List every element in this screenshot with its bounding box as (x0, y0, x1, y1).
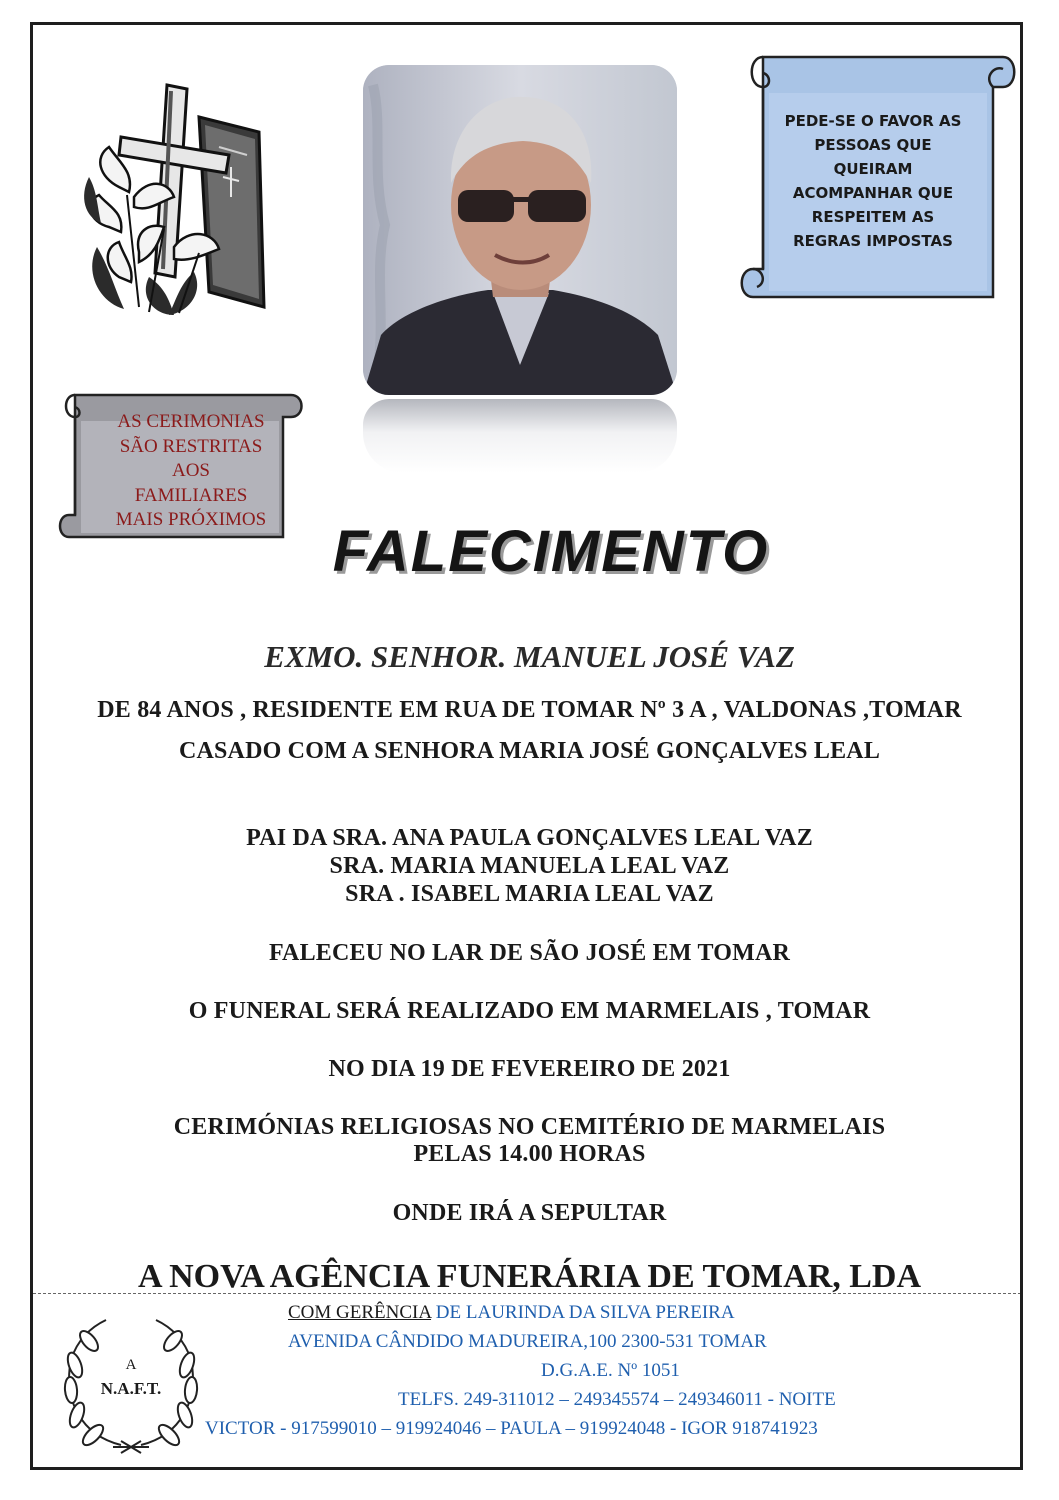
left-scroll-line: SÃO RESTRITAS (119, 435, 263, 457)
agency-phones: TELFS. 249-311012 – 249345574 – 249346011 - NOITE (398, 1389, 836, 1410)
management-name: DE LAURINDA DA SILVA PEREIRA (431, 1302, 735, 1323)
left-scroll-notice (91, 410, 291, 533)
spouse-line: CASADO COM A SENHORA MARIA JOSÉ GONÇALVES LEAL (178, 738, 881, 764)
management-label: COM GERÊNCIA (288, 1302, 432, 1323)
portrait-reflection (363, 399, 677, 473)
ceremony-time-line: PELAS 14.00 HORAS (413, 1141, 646, 1167)
right-scroll-line: ACOMPANHAR QUE (792, 184, 954, 202)
burial-line: ONDE IRÁ A SEPULTAR (392, 1200, 667, 1226)
left-scroll-line: MAIS PRÓXIMOS (115, 509, 267, 530)
right-scroll-line: QUEIRAM (833, 160, 913, 178)
management-line (288, 1302, 735, 1324)
left-scroll-line: AS CERIMONIAS (117, 411, 265, 432)
children-line: SRA . ISABEL MARIA LEAL VAZ (345, 881, 714, 907)
night-contacts: VICTOR - 917599010 – 919924046 – PAULA – 919924048 - IGOR 918741923 (205, 1418, 818, 1439)
death-place-line: FALECEU NO LAR DE SÃO JOSÉ EM TOMAR (268, 940, 791, 966)
portrait-figure (363, 65, 677, 395)
logo-initials: N.A.F.T. (100, 1379, 162, 1398)
agency-address: AVENIDA CÂNDIDO MADUREIRA,100 2300-531 TOMAR (288, 1331, 767, 1352)
right-scroll-line: PEDE-SE O FAVOR AS (784, 112, 962, 130)
left-scroll-line: AOS (171, 460, 210, 481)
deceased-name: EXMO. SENHOR. MANUEL JOSÉ VAZ (264, 639, 795, 674)
agency-logo (51, 1305, 211, 1465)
children-line: SRA. MARIA MANUELA LEAL VAZ (329, 853, 730, 879)
right-scroll-line: REGRAS IMPOSTAS (793, 232, 953, 250)
funeral-date-line: NO DIA 19 DE FEVEREIRO DE 2021 (328, 1056, 731, 1082)
portrait-photo (363, 65, 677, 395)
cross-bible-lily-icon (79, 77, 289, 317)
right-scroll-line: PESSOAS QUE (814, 136, 932, 154)
left-scroll-line: FAMILIARES (134, 484, 248, 506)
right-scroll-notice (773, 109, 973, 253)
right-scroll-line: RESPEITEM AS (811, 208, 935, 226)
age-residence-line: DE 84 ANOS , RESIDENTE EM RUA DE TOMAR Nº 3 A , VALDONAS ,TOMAR (97, 697, 962, 723)
logo-letter: A (125, 1357, 137, 1373)
funeral-place-line: O FUNERAL SERÁ REALIZADO EM MARMELAIS , TOMAR (188, 998, 871, 1024)
notice-title: FALECIMENTO (332, 519, 770, 584)
ceremonies-line: CERIMÓNIAS RELIGIOSAS NO CEMITÉRIO DE MARMELAIS (173, 1114, 886, 1140)
children-line: PAI DA SRA. ANA PAULA GONÇALVES LEAL VAZ (246, 825, 813, 851)
footer-divider (33, 1293, 1023, 1294)
agency-name: A NOVA AGÊNCIA FUNERÁRIA DE TOMAR, LDA (137, 1258, 922, 1295)
agency-license: D.G.A.E. Nº 1051 (541, 1360, 680, 1381)
notice-frame (30, 22, 1023, 1470)
